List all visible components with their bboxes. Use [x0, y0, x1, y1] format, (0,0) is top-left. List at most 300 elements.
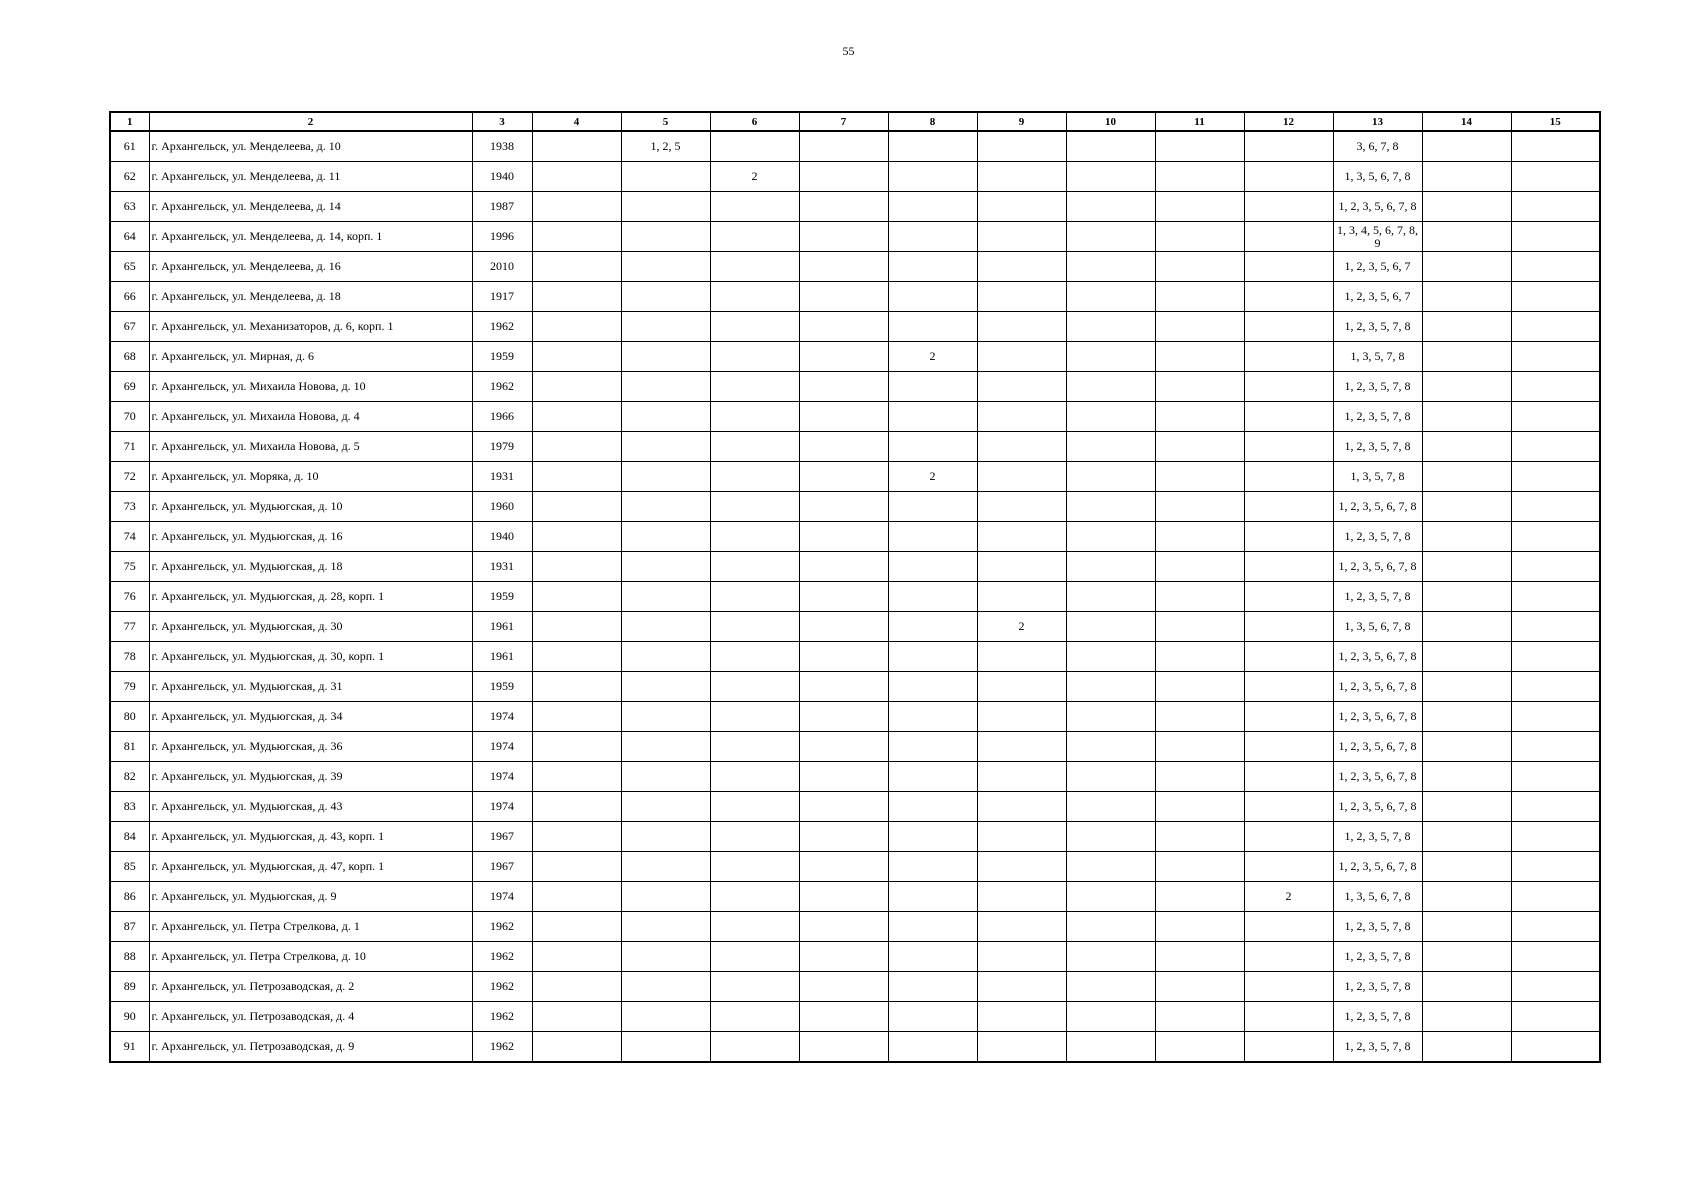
table-cell-col-3: 1987: [472, 192, 532, 222]
table-cell-col-8: [888, 852, 977, 882]
table-cell-col-1: 69: [110, 372, 149, 402]
page-number: 55: [842, 44, 855, 58]
table-cell-col-14: [1422, 1032, 1511, 1063]
table-cell-col-10: [1066, 972, 1155, 1002]
table-cell-col-10: [1066, 222, 1155, 252]
table-cell-col-12: [1244, 792, 1333, 822]
table-cell-col-2: г. Архангельск, ул. Мирная, д. 6: [149, 342, 472, 372]
table-cell-col-8: [888, 822, 977, 852]
table-cell-col-10: [1066, 432, 1155, 462]
table-cell-col-9: [977, 252, 1066, 282]
table-cell-col-12: 2: [1244, 882, 1333, 912]
table-cell-col-12: [1244, 762, 1333, 792]
table-cell-col-3: 1938: [472, 131, 532, 162]
table-row: [110, 402, 1600, 432]
table-cell-col-11: [1155, 131, 1244, 162]
table-row: [110, 912, 1600, 942]
column-header-9: 9: [977, 112, 1066, 131]
table-cell-col-9: [977, 162, 1066, 192]
table-cell-col-12: [1244, 522, 1333, 552]
table-cell-col-11: [1155, 462, 1244, 492]
table-cell-col-6: [710, 852, 799, 882]
table-cell-col-9: [977, 792, 1066, 822]
table-cell-col-6: [710, 942, 799, 972]
table-cell-col-13: 1, 2, 3, 5, 7, 8: [1333, 432, 1422, 462]
table-cell-col-7: [799, 1032, 888, 1063]
table-cell-col-5: [621, 282, 710, 312]
table-cell-col-4: [532, 372, 621, 402]
table-body: [110, 131, 1600, 1062]
table-cell-col-2: г. Архангельск, ул. Петра Стрелкова, д. 10: [149, 942, 472, 972]
table-cell-col-2: г. Архангельск, ул. Моряка, д. 10: [149, 462, 472, 492]
table-cell-col-8: [888, 642, 977, 672]
table-cell-col-13: 1, 2, 3, 5, 6, 7, 8: [1333, 792, 1422, 822]
table-cell-col-12: [1244, 162, 1333, 192]
table-cell-col-11: [1155, 342, 1244, 372]
table-cell-col-12: [1244, 1032, 1333, 1063]
table-cell-col-14: [1422, 222, 1511, 252]
table-cell-col-11: [1155, 372, 1244, 402]
table-cell-col-5: [621, 552, 710, 582]
table-cell-col-1: 79: [110, 672, 149, 702]
table-cell-col-9: [977, 702, 1066, 732]
table-cell-col-10: [1066, 192, 1155, 222]
table-cell-col-2: г. Архангельск, ул. Менделеева, д. 11: [149, 162, 472, 192]
table-cell-col-9: [977, 312, 1066, 342]
table-cell-col-5: [621, 582, 710, 612]
table-cell-col-11: [1155, 552, 1244, 582]
table-cell-col-6: [710, 552, 799, 582]
table-cell-col-10: [1066, 912, 1155, 942]
table-cell-col-9: [977, 822, 1066, 852]
table-cell-col-3: 1966: [472, 402, 532, 432]
table-cell-col-10: [1066, 582, 1155, 612]
table-cell-col-2: г. Архангельск, ул. Менделеева, д. 14, корп. 1: [149, 222, 472, 252]
table-cell-col-14: [1422, 972, 1511, 1002]
table-row: [110, 582, 1600, 612]
table-row: [110, 462, 1600, 492]
table-cell-col-13: 1, 2, 3, 5, 6, 7, 8: [1333, 702, 1422, 732]
table-cell-col-4: [532, 222, 621, 252]
table-cell-col-5: [621, 522, 710, 552]
table-cell-col-10: [1066, 402, 1155, 432]
table-cell-col-12: [1244, 131, 1333, 162]
table-row: [110, 702, 1600, 732]
table-cell-col-13: 1, 2, 3, 5, 6, 7, 8: [1333, 192, 1422, 222]
table-cell-col-7: [799, 162, 888, 192]
table-cell-col-13: 3, 6, 7, 8: [1333, 131, 1422, 162]
table-cell-col-1: 63: [110, 192, 149, 222]
column-header-4: 4: [532, 112, 621, 131]
table-cell-col-3: 1962: [472, 972, 532, 1002]
column-header-1: 1: [110, 112, 149, 131]
table-cell-col-11: [1155, 732, 1244, 762]
table-cell-col-1: 72: [110, 462, 149, 492]
table-row: [110, 852, 1600, 882]
table-cell-col-11: [1155, 252, 1244, 282]
table-cell-col-6: [710, 792, 799, 822]
table-row: [110, 942, 1600, 972]
table-cell-col-11: [1155, 942, 1244, 972]
table-cell-col-5: [621, 702, 710, 732]
column-header-3: 3: [472, 112, 532, 131]
table-cell-col-10: [1066, 252, 1155, 282]
table-cell-col-4: [532, 612, 621, 642]
table-cell-col-14: [1422, 642, 1511, 672]
table-cell-col-9: [977, 492, 1066, 522]
table-cell-col-7: [799, 942, 888, 972]
table-cell-col-8: [888, 942, 977, 972]
table-cell-col-15: [1511, 252, 1600, 282]
table-cell-col-4: [532, 492, 621, 522]
table-cell-col-5: [621, 762, 710, 792]
table-cell-col-11: [1155, 492, 1244, 522]
table-cell-col-14: [1422, 792, 1511, 822]
table-cell-col-1: 74: [110, 522, 149, 552]
table-cell-col-9: [977, 852, 1066, 882]
column-header-8: 8: [888, 112, 977, 131]
table-cell-col-7: [799, 522, 888, 552]
table-cell-col-13: 1, 2, 3, 5, 7, 8: [1333, 312, 1422, 342]
table-cell-col-14: [1422, 702, 1511, 732]
table-cell-col-8: [888, 882, 977, 912]
table-cell-col-7: [799, 762, 888, 792]
table-cell-col-11: [1155, 792, 1244, 822]
header-row: [110, 112, 1600, 131]
table-cell-col-3: 1917: [472, 282, 532, 312]
table-cell-col-2: г. Архангельск, ул. Михаила Новова, д. 4: [149, 402, 472, 432]
table-cell-col-9: [977, 882, 1066, 912]
table-cell-col-9: [977, 642, 1066, 672]
table-cell-col-15: [1511, 282, 1600, 312]
table-cell-col-14: [1422, 131, 1511, 162]
table-cell-col-12: [1244, 552, 1333, 582]
table-row: [110, 672, 1600, 702]
table-cell-col-11: [1155, 642, 1244, 672]
table-cell-col-8: [888, 732, 977, 762]
table-cell-col-4: [532, 732, 621, 762]
table-cell-col-3: 1960: [472, 492, 532, 522]
table-cell-col-13: 1, 2, 3, 5, 7, 8: [1333, 942, 1422, 972]
table-cell-col-2: г. Архангельск, ул. Менделеева, д. 14: [149, 192, 472, 222]
table-cell-col-8: [888, 432, 977, 462]
table-cell-col-1: 88: [110, 942, 149, 972]
table-cell-col-10: [1066, 732, 1155, 762]
table-cell-col-15: [1511, 462, 1600, 492]
table-cell-col-9: [977, 732, 1066, 762]
table-cell-col-1: 87: [110, 912, 149, 942]
table-cell-col-8: [888, 912, 977, 942]
table-cell-col-3: 1931: [472, 552, 532, 582]
table-cell-col-4: [532, 552, 621, 582]
table-cell-col-8: 2: [888, 462, 977, 492]
table-cell-col-10: [1066, 1002, 1155, 1032]
table-cell-col-8: [888, 582, 977, 612]
table-cell-col-5: [621, 792, 710, 822]
table-cell-col-12: [1244, 732, 1333, 762]
table-cell-col-8: [888, 312, 977, 342]
table-cell-col-3: 1974: [472, 762, 532, 792]
table-cell-col-12: [1244, 402, 1333, 432]
table-cell-col-9: [977, 912, 1066, 942]
table-cell-col-11: [1155, 702, 1244, 732]
table-cell-col-10: [1066, 642, 1155, 672]
table-cell-col-6: [710, 432, 799, 462]
table-cell-col-3: 1962: [472, 372, 532, 402]
table-cell-col-15: [1511, 312, 1600, 342]
table-cell-col-1: 67: [110, 312, 149, 342]
table-row: [110, 222, 1600, 252]
table-cell-col-9: [977, 192, 1066, 222]
table-cell-col-1: 65: [110, 252, 149, 282]
table-row: [110, 162, 1600, 192]
table-cell-col-13: 1, 3, 5, 6, 7, 8: [1333, 162, 1422, 192]
table-cell-col-10: [1066, 792, 1155, 822]
table-row: [110, 1032, 1600, 1063]
table-cell-col-3: 1959: [472, 672, 532, 702]
table-cell-col-12: [1244, 282, 1333, 312]
table-cell-col-5: [621, 912, 710, 942]
table-cell-col-7: [799, 672, 888, 702]
table-cell-col-14: [1422, 312, 1511, 342]
table-cell-col-13: 1, 2, 3, 5, 7, 8: [1333, 1032, 1422, 1063]
table-cell-col-1: 70: [110, 402, 149, 432]
table-cell-col-4: [532, 882, 621, 912]
table-cell-col-8: [888, 702, 977, 732]
table-cell-col-1: 68: [110, 342, 149, 372]
table-cell-col-15: [1511, 702, 1600, 732]
column-header-14: 14: [1422, 112, 1511, 131]
table-cell-col-14: [1422, 1002, 1511, 1032]
table-cell-col-8: [888, 192, 977, 222]
table-cell-col-7: [799, 252, 888, 282]
table-cell-col-10: [1066, 882, 1155, 912]
table-cell-col-3: 1974: [472, 882, 532, 912]
table-cell-col-14: [1422, 492, 1511, 522]
table-cell-col-2: г. Архангельск, ул. Мудьюгская, д. 28, корп. 1: [149, 582, 472, 612]
table-cell-col-15: [1511, 402, 1600, 432]
table-row: [110, 642, 1600, 672]
table-cell-col-15: [1511, 852, 1600, 882]
table-cell-col-14: [1422, 822, 1511, 852]
table-cell-col-14: [1422, 162, 1511, 192]
table-cell-col-2: г. Архангельск, ул. Мудьюгская, д. 10: [149, 492, 472, 522]
table-cell-col-3: 1974: [472, 702, 532, 732]
table-cell-col-5: [621, 222, 710, 252]
table-row: [110, 252, 1600, 282]
table-row: [110, 432, 1600, 462]
table-cell-col-12: [1244, 432, 1333, 462]
table-cell-col-3: 1974: [472, 732, 532, 762]
table-cell-col-9: [977, 402, 1066, 432]
table-cell-col-10: [1066, 762, 1155, 792]
table-cell-col-7: [799, 732, 888, 762]
table-cell-col-1: 82: [110, 762, 149, 792]
table-cell-col-4: [532, 852, 621, 882]
table-cell-col-5: [621, 822, 710, 852]
table-cell-col-1: 62: [110, 162, 149, 192]
table-cell-col-14: [1422, 342, 1511, 372]
table-cell-col-3: 1967: [472, 822, 532, 852]
table-cell-col-4: [532, 1032, 621, 1063]
table-cell-col-13: 1, 3, 5, 7, 8: [1333, 462, 1422, 492]
table-cell-col-12: [1244, 972, 1333, 1002]
register-table: [109, 111, 1601, 1063]
table-cell-col-7: [799, 372, 888, 402]
table-cell-col-1: 81: [110, 732, 149, 762]
table-cell-col-13: 1, 2, 3, 5, 7, 8: [1333, 402, 1422, 432]
table-cell-col-14: [1422, 372, 1511, 402]
table-cell-col-7: [799, 1002, 888, 1032]
table-cell-col-10: [1066, 672, 1155, 702]
table-cell-col-5: 1, 2, 5: [621, 131, 710, 162]
table-cell-col-4: [532, 462, 621, 492]
table-cell-col-15: [1511, 372, 1600, 402]
table-row: [110, 972, 1600, 1002]
table-cell-col-9: [977, 342, 1066, 372]
table-cell-col-2: г. Архангельск, ул. Менделеева, д. 16: [149, 252, 472, 282]
table-cell-col-7: [799, 192, 888, 222]
table-cell-col-9: [977, 552, 1066, 582]
table-row: [110, 131, 1600, 162]
table-cell-col-8: [888, 672, 977, 702]
table-cell-col-13: 1, 2, 3, 5, 6, 7: [1333, 282, 1422, 312]
table-cell-col-12: [1244, 702, 1333, 732]
table-cell-col-6: [710, 402, 799, 432]
table-cell-col-13: 1, 3, 5, 6, 7, 8: [1333, 882, 1422, 912]
table-cell-col-9: [977, 131, 1066, 162]
table-cell-col-4: [532, 192, 621, 222]
table-cell-col-5: [621, 492, 710, 522]
table-cell-col-13: 1, 3, 4, 5, 6, 7, 8, 9: [1333, 222, 1422, 252]
table-cell-col-15: [1511, 131, 1600, 162]
column-header-5: 5: [621, 112, 710, 131]
table-cell-col-7: [799, 131, 888, 162]
table-cell-col-5: [621, 342, 710, 372]
table-cell-col-6: [710, 762, 799, 792]
table-cell-col-15: [1511, 972, 1600, 1002]
table-cell-col-3: 1962: [472, 1032, 532, 1063]
table-cell-col-13: 1, 2, 3, 5, 7, 8: [1333, 522, 1422, 552]
table-cell-col-13: 1, 2, 3, 5, 7, 8: [1333, 582, 1422, 612]
table-cell-col-10: [1066, 852, 1155, 882]
table-cell-col-7: [799, 882, 888, 912]
table-cell-col-4: [532, 762, 621, 792]
table-cell-col-10: [1066, 462, 1155, 492]
table-cell-col-4: [532, 282, 621, 312]
table-cell-col-6: [710, 732, 799, 762]
table-row: [110, 612, 1600, 642]
table-cell-col-14: [1422, 612, 1511, 642]
table-cell-col-9: [977, 282, 1066, 312]
table-cell-col-14: [1422, 432, 1511, 462]
table-cell-col-12: [1244, 852, 1333, 882]
table-cell-col-4: [532, 522, 621, 552]
table-cell-col-4: [532, 582, 621, 612]
table-cell-col-6: [710, 912, 799, 942]
table-cell-col-12: [1244, 672, 1333, 702]
table-row: [110, 282, 1600, 312]
table-cell-col-6: [710, 972, 799, 1002]
table-cell-col-5: [621, 192, 710, 222]
table-cell-col-9: [977, 942, 1066, 972]
table-cell-col-10: [1066, 522, 1155, 552]
table-cell-col-6: [710, 1032, 799, 1063]
table-cell-col-2: г. Архангельск, ул. Петрозаводская, д. 4: [149, 1002, 472, 1032]
table-cell-col-14: [1422, 192, 1511, 222]
table-cell-col-12: [1244, 942, 1333, 972]
table-cell-col-11: [1155, 402, 1244, 432]
table-cell-col-9: 2: [977, 612, 1066, 642]
table-cell-col-8: [888, 131, 977, 162]
table-cell-col-12: [1244, 222, 1333, 252]
table-cell-col-8: [888, 972, 977, 1002]
table-cell-col-10: [1066, 702, 1155, 732]
table-cell-col-9: [977, 762, 1066, 792]
table-cell-col-6: [710, 672, 799, 702]
table-cell-col-4: [532, 1002, 621, 1032]
table-cell-col-14: [1422, 522, 1511, 552]
table-row: [110, 522, 1600, 552]
table-cell-col-15: [1511, 642, 1600, 672]
table-cell-col-13: 1, 2, 3, 5, 6, 7, 8: [1333, 552, 1422, 582]
table-row: [110, 822, 1600, 852]
table-cell-col-1: 80: [110, 702, 149, 732]
table-cell-col-4: [532, 432, 621, 462]
table-cell-col-2: г. Архангельск, ул. Механизаторов, д. 6, корп. 1: [149, 312, 472, 342]
table-cell-col-7: [799, 972, 888, 1002]
table-cell-col-7: [799, 702, 888, 732]
table-cell-col-2: г. Архангельск, ул. Петрозаводская, д. 9: [149, 1032, 472, 1063]
table-cell-col-6: [710, 312, 799, 342]
table-cell-col-6: [710, 612, 799, 642]
table-cell-col-6: [710, 131, 799, 162]
table-cell-col-9: [977, 222, 1066, 252]
table-cell-col-7: [799, 492, 888, 522]
table-cell-col-13: 1, 3, 5, 7, 8: [1333, 342, 1422, 372]
table-cell-col-11: [1155, 192, 1244, 222]
table-cell-col-6: [710, 282, 799, 312]
table-cell-col-6: [710, 192, 799, 222]
table-row: [110, 1002, 1600, 1032]
table-cell-col-11: [1155, 852, 1244, 882]
column-header-10: 10: [1066, 112, 1155, 131]
table-cell-col-6: [710, 222, 799, 252]
table-cell-col-2: г. Архангельск, ул. Мудьюгская, д. 39: [149, 762, 472, 792]
table-cell-col-4: [532, 312, 621, 342]
table-cell-col-8: [888, 1032, 977, 1063]
table-cell-col-13: 1, 2, 3, 5, 7, 8: [1333, 822, 1422, 852]
table-cell-col-7: [799, 552, 888, 582]
table-cell-col-10: [1066, 1032, 1155, 1063]
table-cell-col-9: [977, 462, 1066, 492]
table-cell-col-1: 78: [110, 642, 149, 672]
table-cell-col-5: [621, 372, 710, 402]
table-cell-col-11: [1155, 882, 1244, 912]
table-cell-col-6: 2: [710, 162, 799, 192]
table-cell-col-12: [1244, 492, 1333, 522]
table-cell-col-14: [1422, 732, 1511, 762]
table-cell-col-7: [799, 852, 888, 882]
table-cell-col-11: [1155, 762, 1244, 792]
table-cell-col-9: [977, 1032, 1066, 1063]
table-cell-col-1: 73: [110, 492, 149, 522]
table-cell-col-2: г. Архангельск, ул. Мудьюгская, д. 34: [149, 702, 472, 732]
table-cell-col-15: [1511, 822, 1600, 852]
table-cell-col-6: [710, 492, 799, 522]
table-cell-col-4: [532, 642, 621, 672]
table-cell-col-10: [1066, 492, 1155, 522]
